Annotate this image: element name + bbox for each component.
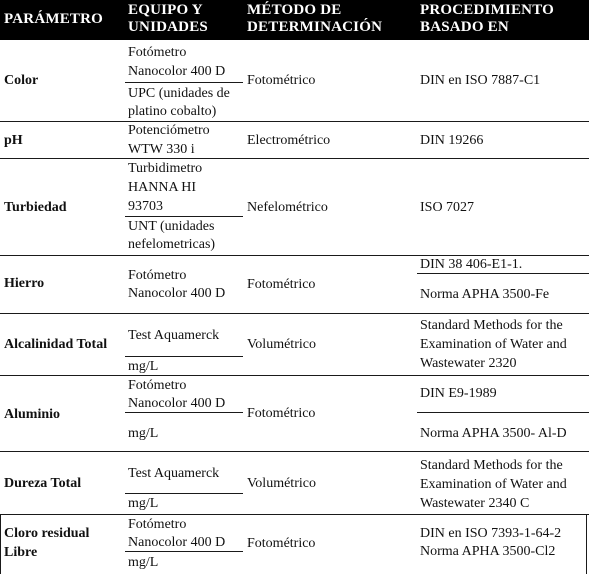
equipo-text: Nanocolor 400 D xyxy=(128,535,226,550)
equipo-text: Potenciómetro xyxy=(128,123,210,138)
equipo-text: Test Aquamerck xyxy=(128,328,220,343)
unidades-text: mg/L xyxy=(128,555,159,570)
equipo-text: WTW 330 i xyxy=(128,142,195,157)
table-header xyxy=(0,0,589,40)
equipo-text: 93703 xyxy=(128,199,163,214)
procedimiento-text: Examination of Water and xyxy=(420,477,567,492)
header-parametro: PARÁMETRO xyxy=(4,11,104,27)
cell-subdivider xyxy=(417,412,589,413)
param-hierro: Hierro xyxy=(4,276,45,291)
param-cloro-residual-line2: Libre xyxy=(4,545,38,560)
procedimiento-text: Standard Methods for the xyxy=(420,458,563,473)
procedimiento-text: Wastewater 2340 C xyxy=(420,496,530,511)
procedimiento-text: DIN 19266 xyxy=(420,133,484,148)
header-equipo-line1: EQUIPO Y xyxy=(128,2,203,18)
unidades-text: platino cobalto) xyxy=(128,104,217,119)
procedimiento-text: Norma APHA 3500-Cl2 xyxy=(420,544,556,559)
metodo-text: Nefelométrico xyxy=(247,200,328,215)
equipo-text: Fotómetro xyxy=(128,45,187,60)
metodo-text: Fotométrico xyxy=(247,406,316,421)
procedimiento-text: DIN E9-1989 xyxy=(420,386,497,401)
procedimiento-text: DIN 38 406-E1-1. xyxy=(420,257,523,272)
procedimiento-text: DIN en ISO 7887-C1 xyxy=(420,73,541,88)
equipo-text: Fotómetro xyxy=(128,378,187,393)
param-aluminio: Aluminio xyxy=(4,407,61,422)
row-divider xyxy=(0,451,589,452)
metodo-text: Electrométrico xyxy=(247,133,331,148)
row-divider xyxy=(0,375,589,376)
left-border xyxy=(0,514,1,574)
param-color: Color xyxy=(4,73,39,88)
procedimiento-text: Wastewater 2320 xyxy=(420,356,517,371)
param-ph: pH xyxy=(4,133,23,148)
header-equipo-line2: UNIDADES xyxy=(128,19,208,35)
metodo-text: Volumétrico xyxy=(247,337,316,352)
equipo-text: Nanocolor 400 D xyxy=(128,396,226,411)
row-divider xyxy=(0,514,589,515)
procedimiento-text: Norma APHA 3500-Fe xyxy=(420,287,550,302)
row-divider xyxy=(0,313,589,314)
row-divider xyxy=(0,121,589,122)
equipo-text: Fotómetro xyxy=(128,268,187,283)
equipo-text: Turbidimetro xyxy=(128,161,203,176)
procedimiento-text: Standard Methods for the xyxy=(420,318,563,333)
metodo-text: Fotométrico xyxy=(247,73,316,88)
metodo-text: Fotométrico xyxy=(247,536,316,551)
metodo-text: Fotométrico xyxy=(247,277,316,292)
unidades-text: mg/L xyxy=(128,359,159,374)
unidades-text: nefelometricas) xyxy=(128,237,216,252)
param-dureza-total: Dureza Total xyxy=(4,476,82,491)
unidades-text: UPC (unidades de xyxy=(128,86,230,101)
procedimiento-text: ISO 7027 xyxy=(420,200,475,215)
equipo-text: Nanocolor 400 D xyxy=(128,286,226,301)
procedimiento-text: Examination of Water and xyxy=(420,337,567,352)
right-border xyxy=(586,514,587,574)
param-alcalinidad-total: Alcalinidad Total xyxy=(4,337,108,352)
procedimiento-text: Norma APHA 3500- Al-D xyxy=(420,426,567,441)
param-turbiedad: Turbiedad xyxy=(4,200,67,215)
unidades-text: mg/L xyxy=(128,426,159,441)
unidades-text: mg/L xyxy=(128,496,159,511)
cell-subdivider xyxy=(125,82,243,83)
procedimiento-text: DIN en ISO 7393-1-64-2 xyxy=(420,526,562,541)
equipo-text: Nanocolor 400 D xyxy=(128,64,226,79)
header-procedimiento-line1: PROCEDIMIENTO xyxy=(420,2,555,18)
row-divider xyxy=(0,158,589,159)
header-procedimiento-line2: BASADO EN xyxy=(420,19,509,35)
equipo-text: Test Aquamerck xyxy=(128,466,220,481)
header-metodo-line1: MÉTODO DE xyxy=(247,2,342,18)
equipo-text: Fotómetro xyxy=(128,517,187,532)
equipo-text: HANNA HI xyxy=(128,180,197,195)
header-metodo-line2: DETERMINACIÓN xyxy=(247,19,383,35)
metodo-text: Volumétrico xyxy=(247,476,316,491)
param-cloro-residual: Cloro residual xyxy=(4,526,90,541)
unidades-text: UNT (unidades xyxy=(128,219,215,234)
